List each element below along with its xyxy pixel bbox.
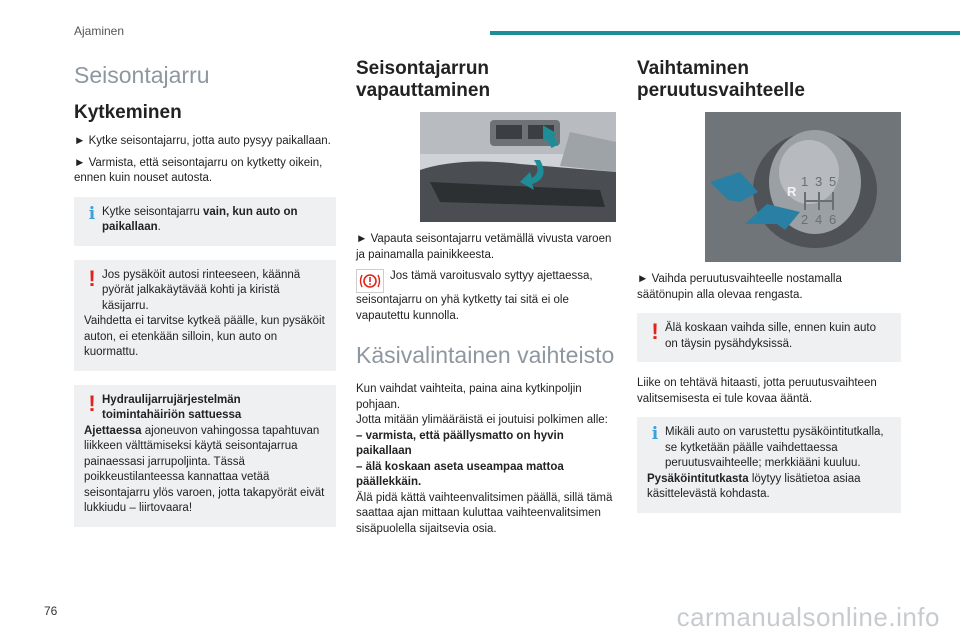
warning-icon: ! [88, 390, 96, 416]
knob-2: 2 [801, 212, 809, 227]
warning-body: ajoneuvon vahingossa tapahtuvan liikkeen välttämiseksi käytä seisontajarrua painaessasi jarrupoljinta. Tässä poikkeustilanteessa kannattaa vetää seisontajarru ylös varoen, jotta takapyörät eivät lukkiudu – liirtovaara! [84, 424, 325, 514]
step-engage-2: ► Varmista, että seisontajarru on kytketty oikein, ennen kuin nouset autosta. [74, 156, 323, 184]
info-box-parking-sensor [637, 417, 901, 513]
info-sensor-rest: löytyy lisätietoa asiaa käsittelevästä kohdasta. [647, 472, 861, 500]
gear-p3: Älä pidä kättä vaihteenvalitsimen päällä, sillä tämä saattaa ajan mittaan kuluttaa vaihteenvalitsimen sisäpuolella sijaitsevia osia. [356, 491, 613, 535]
gear-knob-image [705, 112, 901, 262]
info-sensor-text: Mikäli auto on varustettu pysäköintitutkalla, se kytketään päälle vaihdettaessa peruutusvaihteelle; merkkiääni kuuluu. [665, 426, 884, 469]
section-title-gearbox: Käsivalintainen vaihteisto [356, 342, 615, 368]
info-text-end: . [157, 221, 161, 233]
heading-reverse: Vaihtaminen peruutusvaihteelle [637, 58, 805, 101]
knob-3: 3 [815, 174, 823, 189]
slow-note: Liike on tehtävä hitaasti, jotta peruutusvaihteen valitsemisesta ei tule kovaa ääntä. [637, 377, 877, 405]
parking-brake-image [420, 112, 616, 222]
page-number: 76 [44, 604, 58, 618]
gear-dash-1: – varmista, että päällysmatto on hyvin paikallaan [356, 429, 564, 457]
info-sensor-bold: Pysäköintitutkasta [647, 472, 749, 485]
watermark: carmanualsonline.info [676, 602, 940, 632]
gear-dash-2: – älä koskaan aseta useampaa mattoa päällekkäin. [356, 460, 564, 488]
knob-6: 6 [829, 212, 837, 227]
knob-1: 1 [801, 174, 809, 189]
brake-warning-lamp-icon [356, 269, 384, 293]
step-reverse: ► Vaihda peruutusvaihteelle nostamalla säätönupin alla olevaa rengasta. [637, 273, 842, 301]
warning-icon: ! [88, 265, 96, 291]
warning-box-reverse [637, 313, 901, 362]
column-parking-brake [74, 56, 336, 541]
info-text: Kytke seisontajarru [102, 205, 203, 218]
info-box-engage [74, 197, 336, 246]
gear-knob-illustration [705, 112, 901, 262]
gear-p1: Kun vaihdat vaihteita, paina aina kytkinpoljin pohjaan. [356, 383, 582, 411]
step-engage-1: ► Kytke seisontajarru, jotta auto pysyy paikallaan. [74, 135, 331, 147]
column-release [356, 56, 618, 543]
column-reverse [637, 56, 901, 527]
header-accent-bar [490, 31, 960, 35]
warning-title: Hydraulijarrujärjestelmän toimintahäiriön sattuessa [102, 393, 242, 421]
lamp-text: Jos tämä varoitusvalo syttyy ajettaessa, seisontajarru on yhä kytketty tai sitä ei ole vapautettu kunnolla. [356, 270, 593, 322]
gear-p2: Jotta mitään ylimääräistä ei joutuisi polkimen alle: [356, 414, 608, 426]
warning-text-1: Jos pysäköit autosi rinteeseen, käännä pyörät jalkakäytävää kohti ja kiristä käsijarru. [102, 268, 301, 312]
warning-icon: ! [651, 319, 659, 344]
step-release: ► Vapauta seisontajarru vetämällä vivusta varoen ja painamalla painikkeesta. [356, 233, 612, 261]
warning-bold-lead: Ajettaessa [84, 424, 142, 437]
section-title: Seisontajarru [74, 62, 210, 88]
info-icon: i [88, 203, 96, 224]
heading-engage: Kytkeminen [74, 102, 182, 123]
info-text-bold: vain, kun auto on paikallaan [102, 205, 298, 233]
lamp-note [356, 269, 618, 324]
knob-4: 4 [815, 212, 823, 227]
knob-5: 5 [829, 174, 837, 189]
page-section-label: Ajaminen [74, 24, 125, 38]
warning-box-hydraulic [74, 385, 336, 527]
warning-box-slope [74, 260, 336, 371]
knob-r: R [787, 184, 797, 199]
warning-text-2: Vaihdetta ei tarvitse kytkeä päälle, kun pysäköit auton, ei etenkään silloin, kun auto on kuormattu. [84, 315, 325, 358]
heading-release: Seisontajarrun vapauttaminen [356, 58, 491, 101]
parking-brake-illustration [420, 112, 616, 222]
warning-reverse-text: Älä koskaan vaihda sille, ennen kuin auto on täysin pysähdyksissä. [665, 322, 876, 350]
info-icon: i [651, 424, 659, 444]
